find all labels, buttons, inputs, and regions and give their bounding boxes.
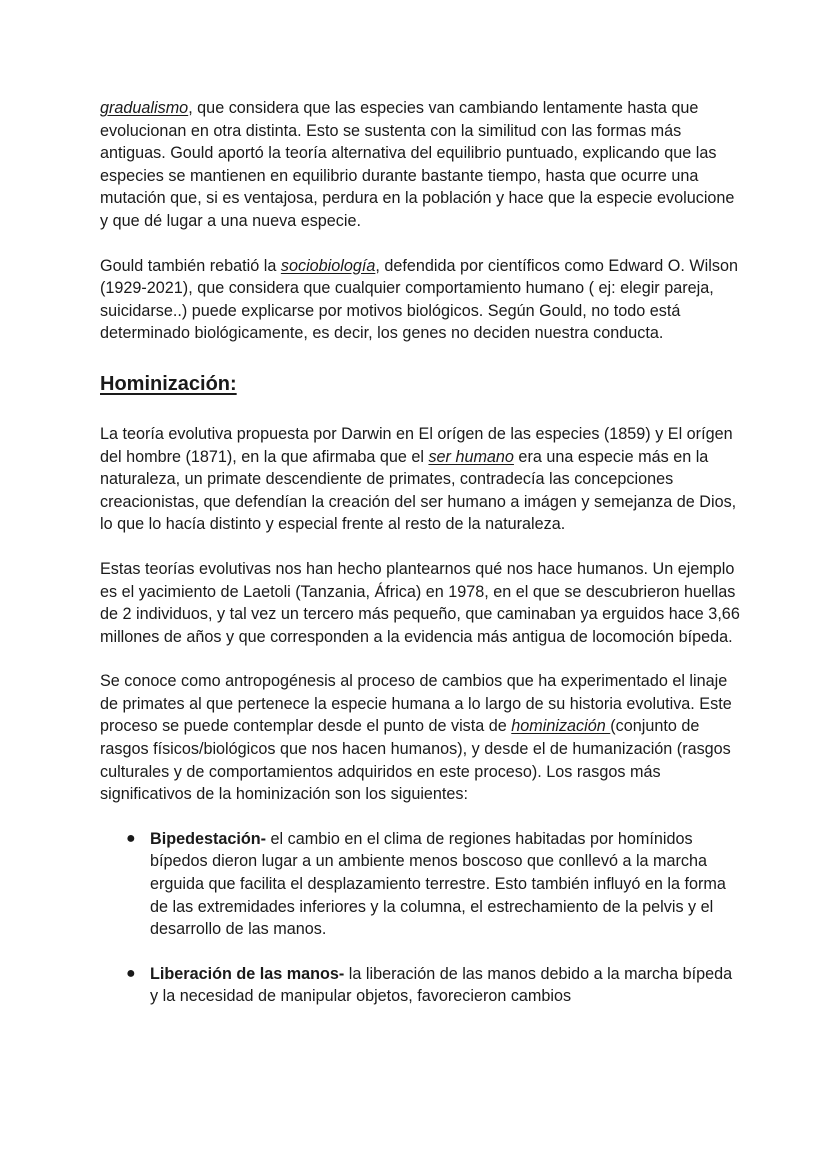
list-item-liberacion-manos	[100, 963, 740, 1008]
paragraph-text: Gould también rebatió la	[100, 256, 281, 275]
term-sociobiologia: sociobiología	[280, 256, 376, 275]
paragraph-antropogenesis	[100, 670, 740, 806]
section-heading-hominizacion: Hominización:	[100, 372, 237, 395]
paragraph-text: , defendida por científicos como Edward O. Wilson (1929-2021), que considera que cualquier comportamiento humano ( ej: elegir pareja, suicidarse..) puede explicarse por motivos biológicos. Según Gould, no todo está determinado biológicamente, es decir, los genes no deciden nuestra conducta.	[100, 256, 738, 343]
document-body	[100, 97, 740, 1008]
paragraph-text: (conjunto de rasgos físicos/biológicos que nos hacen humanos), y desde el de humanización (rasgos culturales y de comportamientos adquiridos en este proceso). Los rasgos más significativos de la hominización son los siguientes:	[100, 717, 731, 804]
term-gradualismo: gradualismo	[100, 99, 189, 117]
term-hominizacion: hominización	[511, 717, 611, 736]
term-ser-humano: ser humano	[428, 447, 514, 466]
list-item-text: el cambio en el clima de regiones habitadas por homínidos bípedos dieron lugar a un ambiente menos boscoso que conllevó a la marcha erguida que facilita el desplazamiento terrestre. Esto también influyó en la forma de las extremidades inferiores y la columna, el estrechamiento de la pelvis y el desarrollo de las manos.	[150, 829, 726, 939]
bullet-icon: ●	[126, 964, 136, 982]
bullet-icon: ●	[126, 829, 136, 847]
paragraph-text: , que considera que las especies van cambiando lentamente hasta que evolucionan en otra distinta. Esto se sustenta con la similitud con las formas más antiguas. Gould aportó la teoría alternativa del equilibrio puntuado, explicando que las especies se mantienen en equilibrio durante bastante tiempo, hasta que ocurre una mutación que, si es ventajosa, perdura en la población y hace que la especie evolucione y que dé lugar a una nueva especie.	[100, 99, 735, 230]
paragraph-text: Se conoce como antropogénesis al proceso de cambios que ha experimentado el linaje de primates al que pertenece la especie humana a lo largo de su historia evolutiva. Este proceso se puede contemplar desde el punto de vista de	[100, 672, 732, 736]
paragraph-darwin	[100, 423, 740, 536]
list-item-text: la liberación de las manos debido a la marcha bípeda y la necesidad de manipular objetos, favorecieron cambios	[150, 964, 733, 1006]
paragraph-gradualismo	[100, 97, 740, 233]
paragraph-text: La teoría evolutiva propuesta por Darwin en El orígen de las especies (1859) y El orígen del hombre (1871), en la que afirmaba que el	[100, 424, 733, 466]
list-item-bipedestacion	[100, 828, 740, 941]
paragraph-laetoli: Estas teorías evolutivas nos han hecho plantearnos qué nos hace humanos. Un ejemplo es el yacimiento de Laetoli (Tanzania, África) en 1978, en el que se descubrieron huellas de 2 individuos, y tal vez un tercero más pequeño, que caminaban ya erguidos hace 3,66 millones de años y que corresponden a la evidencia más antigua de locomoción bípeda.	[100, 559, 740, 646]
list-item-title: Liberación de las manos-	[150, 964, 345, 983]
list-item-title: Bipedestación-	[150, 829, 267, 848]
paragraph-sociobiologia	[100, 255, 740, 345]
paragraph-text: era una especie más en la naturaleza, un primate descendiente de primates, contradecía las concepciones creacionistas, que defendían la creación del ser humano a imágen y semejanza de Dios, lo que lo hacía distinto y especial frente al resto de la naturaleza.	[100, 447, 737, 534]
hominization-traits-list	[100, 828, 740, 1008]
